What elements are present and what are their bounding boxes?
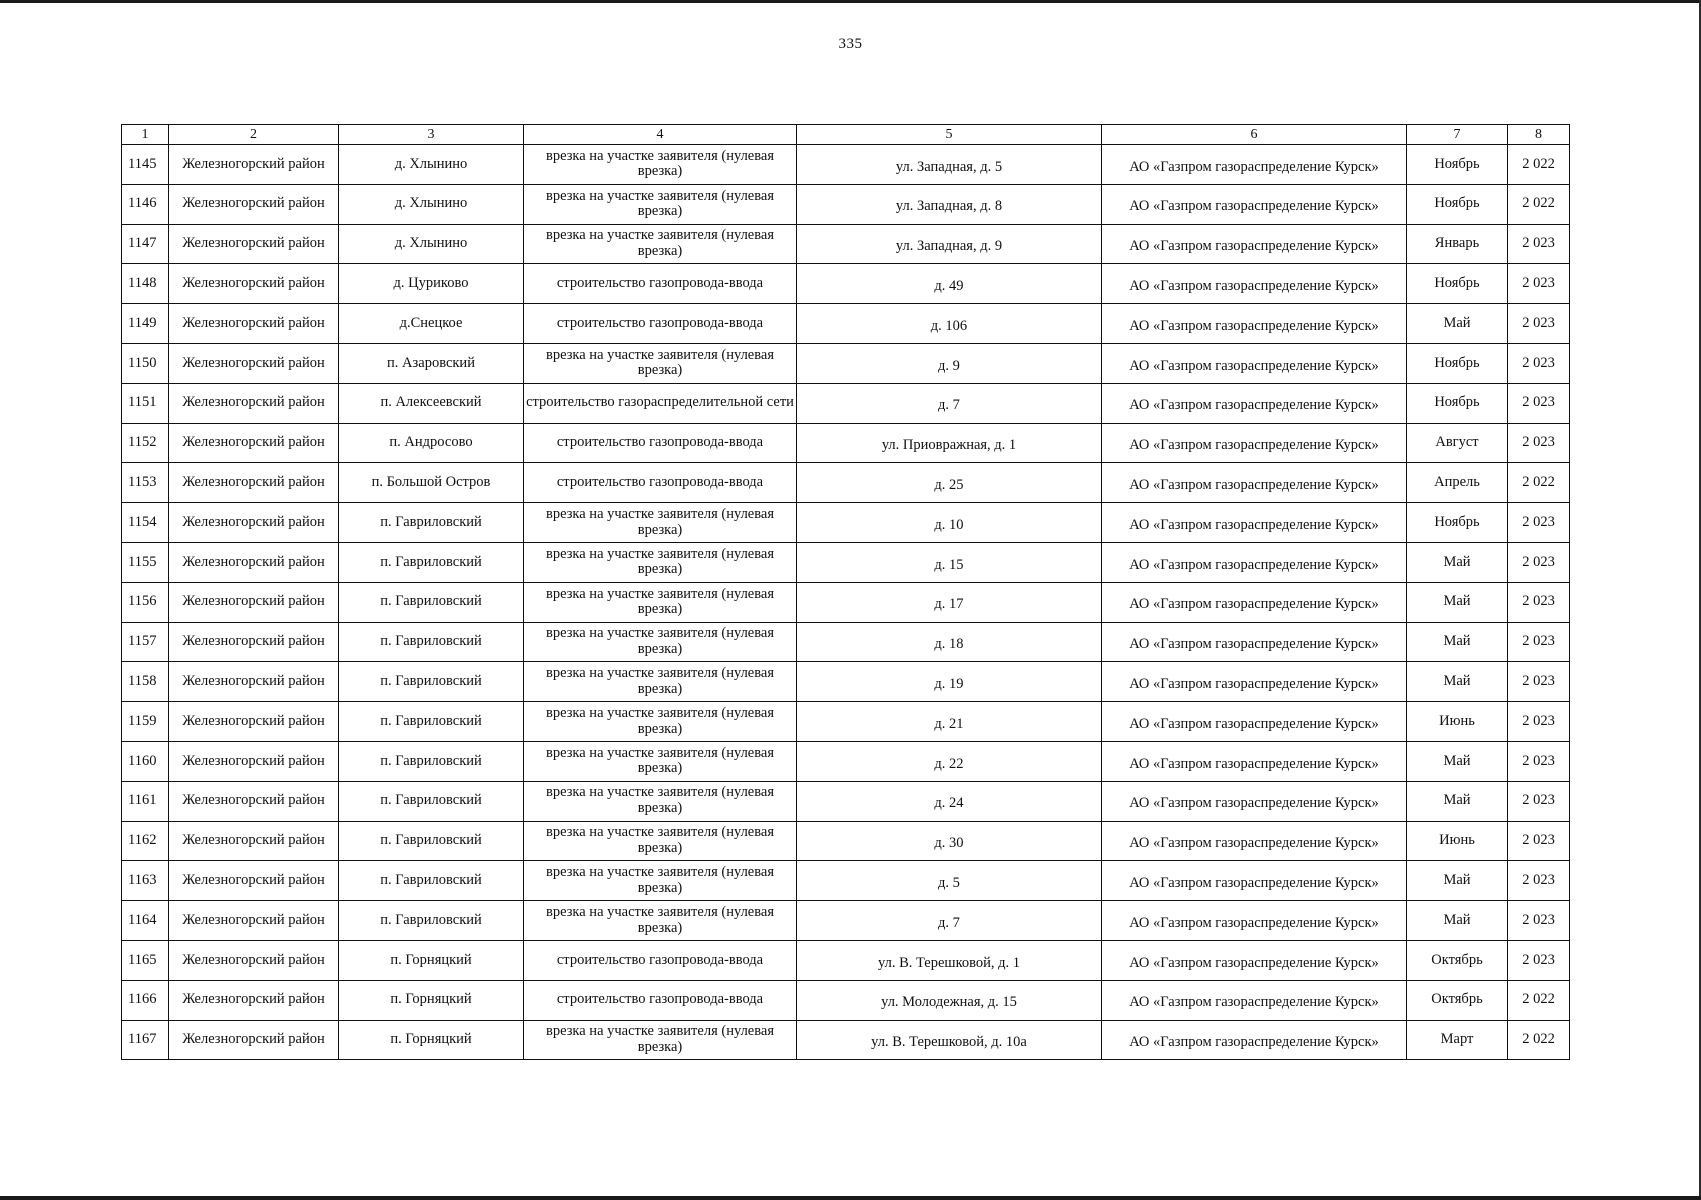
- row-number-cell: 1155: [122, 542, 169, 582]
- month-cell: Май: [1407, 662, 1508, 702]
- row-number-cell: 1167: [122, 1020, 169, 1060]
- organization-cell: АО «Газпром газораспределение Курск»: [1102, 145, 1407, 185]
- address-cell: д. 9: [797, 343, 1102, 383]
- year-cell: 2 023: [1508, 503, 1570, 543]
- settlement-cell: п. Гавриловский: [339, 861, 524, 901]
- table-row: [122, 264, 1570, 304]
- settlement-cell: п. Гавриловский: [339, 821, 524, 861]
- address-cell: ул. Западная, д. 5: [797, 145, 1102, 185]
- district-cell: Железногорский район: [169, 224, 339, 264]
- district-cell: Железногорский район: [169, 622, 339, 662]
- column-header: 1: [122, 125, 169, 145]
- year-cell: 2 022: [1508, 463, 1570, 503]
- work-type-cell: врезка на участке заявителя (нулевая врезка): [524, 861, 797, 901]
- settlement-cell: д. Хлынино: [339, 184, 524, 224]
- row-number-cell: 1154: [122, 503, 169, 543]
- address-cell: ул. Западная, д. 8: [797, 184, 1102, 224]
- month-cell: Ноябрь: [1407, 145, 1508, 185]
- organization-cell: АО «Газпром газораспределение Курск»: [1102, 861, 1407, 901]
- page-number: 335: [838, 36, 863, 52]
- row-number-cell: 1145: [122, 145, 169, 185]
- work-type-cell: врезка на участке заявителя (нулевая врезка): [524, 622, 797, 662]
- table-row: [122, 980, 1570, 1020]
- organization-cell: АО «Газпром газораспределение Курск»: [1102, 264, 1407, 304]
- year-cell: 2 023: [1508, 741, 1570, 781]
- year-cell: 2 023: [1508, 343, 1570, 383]
- organization-cell: АО «Газпром газораспределение Курск»: [1102, 821, 1407, 861]
- scan-border-bottom: [0, 1196, 1701, 1200]
- month-cell: Октябрь: [1407, 940, 1508, 980]
- year-cell: 2 023: [1508, 821, 1570, 861]
- table-row: [122, 702, 1570, 742]
- district-cell: Железногорский район: [169, 423, 339, 463]
- table-row: [122, 304, 1570, 344]
- row-number-cell: 1160: [122, 741, 169, 781]
- settlement-cell: п. Гавриловский: [339, 622, 524, 662]
- row-number-cell: 1163: [122, 861, 169, 901]
- row-number-cell: 1164: [122, 901, 169, 941]
- address-cell: ул. В. Терешковой, д. 1: [797, 940, 1102, 980]
- row-number-cell: 1166: [122, 980, 169, 1020]
- row-number-cell: 1149: [122, 304, 169, 344]
- organization-cell: АО «Газпром газораспределение Курск»: [1102, 741, 1407, 781]
- work-type-cell: врезка на участке заявителя (нулевая врезка): [524, 542, 797, 582]
- settlement-cell: п. Гавриловский: [339, 503, 524, 543]
- address-cell: д. 22: [797, 741, 1102, 781]
- table-row: [122, 781, 1570, 821]
- column-header: 7: [1407, 125, 1508, 145]
- row-number-cell: 1146: [122, 184, 169, 224]
- organization-cell: АО «Газпром газораспределение Курск»: [1102, 662, 1407, 702]
- year-cell: 2 023: [1508, 781, 1570, 821]
- year-cell: 2 023: [1508, 304, 1570, 344]
- year-cell: 2 022: [1508, 184, 1570, 224]
- organization-cell: АО «Газпром газораспределение Курск»: [1102, 224, 1407, 264]
- organization-cell: АО «Газпром газораспределение Курск»: [1102, 622, 1407, 662]
- table-row: [122, 741, 1570, 781]
- year-cell: 2 023: [1508, 861, 1570, 901]
- settlement-cell: д.Снецкое: [339, 304, 524, 344]
- month-cell: Июнь: [1407, 821, 1508, 861]
- year-cell: 2 023: [1508, 423, 1570, 463]
- settlement-cell: п. Горняцкий: [339, 980, 524, 1020]
- table-row: [122, 423, 1570, 463]
- table-row: [122, 662, 1570, 702]
- table-row: [122, 343, 1570, 383]
- work-type-cell: строительство газопровода-ввода: [524, 980, 797, 1020]
- organization-cell: АО «Газпром газораспределение Курск»: [1102, 383, 1407, 423]
- organization-cell: АО «Газпром газораспределение Курск»: [1102, 582, 1407, 622]
- organization-cell: АО «Газпром газораспределение Курск»: [1102, 304, 1407, 344]
- work-type-cell: врезка на участке заявителя (нулевая врезка): [524, 781, 797, 821]
- settlement-cell: п. Гавриловский: [339, 702, 524, 742]
- work-type-cell: врезка на участке заявителя (нулевая врезка): [524, 901, 797, 941]
- table-row: [122, 503, 1570, 543]
- district-cell: Железногорский район: [169, 861, 339, 901]
- address-cell: д. 18: [797, 622, 1102, 662]
- year-cell: 2 023: [1508, 622, 1570, 662]
- table-row: [122, 463, 1570, 503]
- year-cell: 2 023: [1508, 224, 1570, 264]
- work-type-cell: врезка на участке заявителя (нулевая врезка): [524, 582, 797, 622]
- settlement-cell: д. Хлынино: [339, 145, 524, 185]
- district-cell: Железногорский район: [169, 463, 339, 503]
- year-cell: 2 022: [1508, 1020, 1570, 1060]
- work-type-cell: врезка на участке заявителя (нулевая врезка): [524, 224, 797, 264]
- table-row: [122, 940, 1570, 980]
- month-cell: Ноябрь: [1407, 264, 1508, 304]
- settlement-cell: п. Гавриловский: [339, 741, 524, 781]
- month-cell: Январь: [1407, 224, 1508, 264]
- address-cell: д. 106: [797, 304, 1102, 344]
- organization-cell: АО «Газпром газораспределение Курск»: [1102, 423, 1407, 463]
- address-cell: д. 10: [797, 503, 1102, 543]
- district-cell: Железногорский район: [169, 940, 339, 980]
- table-row: [122, 821, 1570, 861]
- work-type-cell: врезка на участке заявителя (нулевая врезка): [524, 741, 797, 781]
- district-cell: Железногорский район: [169, 702, 339, 742]
- settlement-cell: п. Горняцкий: [339, 940, 524, 980]
- district-cell: Железногорский район: [169, 582, 339, 622]
- work-type-cell: строительство газопровода-ввода: [524, 423, 797, 463]
- year-cell: 2 022: [1508, 145, 1570, 185]
- settlement-cell: п. Большой Остров: [339, 463, 524, 503]
- district-cell: Железногорский район: [169, 503, 339, 543]
- settlement-cell: п. Горняцкий: [339, 1020, 524, 1060]
- year-cell: 2 023: [1508, 582, 1570, 622]
- settlement-cell: п. Гавриловский: [339, 582, 524, 622]
- address-cell: ул. Молодежная, д. 15: [797, 980, 1102, 1020]
- year-cell: 2 023: [1508, 264, 1570, 304]
- table-row: [122, 622, 1570, 662]
- year-cell: 2 023: [1508, 940, 1570, 980]
- address-cell: д. 7: [797, 383, 1102, 423]
- year-cell: 2 023: [1508, 662, 1570, 702]
- month-cell: Май: [1407, 542, 1508, 582]
- month-cell: Май: [1407, 861, 1508, 901]
- month-cell: Май: [1407, 582, 1508, 622]
- district-cell: Железногорский район: [169, 304, 339, 344]
- month-cell: Май: [1407, 781, 1508, 821]
- organization-cell: АО «Газпром газораспределение Курск»: [1102, 542, 1407, 582]
- district-cell: Железногорский район: [169, 662, 339, 702]
- row-number-cell: 1153: [122, 463, 169, 503]
- district-cell: Железногорский район: [169, 1020, 339, 1060]
- address-cell: д. 30: [797, 821, 1102, 861]
- month-cell: Июнь: [1407, 702, 1508, 742]
- work-type-cell: строительство газопровода-ввода: [524, 940, 797, 980]
- district-cell: Железногорский район: [169, 821, 339, 861]
- month-cell: Май: [1407, 622, 1508, 662]
- organization-cell: АО «Газпром газораспределение Курск»: [1102, 901, 1407, 941]
- work-type-cell: врезка на участке заявителя (нулевая врезка): [524, 821, 797, 861]
- table-row: [122, 383, 1570, 423]
- organization-cell: АО «Газпром газораспределение Курск»: [1102, 980, 1407, 1020]
- district-cell: Железногорский район: [169, 980, 339, 1020]
- work-type-cell: врезка на участке заявителя (нулевая врезка): [524, 662, 797, 702]
- year-cell: 2 023: [1508, 901, 1570, 941]
- district-cell: Железногорский район: [169, 542, 339, 582]
- organization-cell: АО «Газпром газораспределение Курск»: [1102, 702, 1407, 742]
- work-type-cell: врезка на участке заявителя (нулевая врезка): [524, 1020, 797, 1060]
- organization-cell: АО «Газпром газораспределение Курск»: [1102, 184, 1407, 224]
- row-number-cell: 1152: [122, 423, 169, 463]
- work-type-cell: врезка на участке заявителя (нулевая врезка): [524, 503, 797, 543]
- row-number-cell: 1157: [122, 622, 169, 662]
- table-row: [122, 582, 1570, 622]
- work-type-cell: строительство газопровода-ввода: [524, 264, 797, 304]
- year-cell: 2 023: [1508, 542, 1570, 582]
- settlement-cell: п. Гавриловский: [339, 781, 524, 821]
- row-number-cell: 1147: [122, 224, 169, 264]
- work-type-cell: строительство газораспределительной сети: [524, 383, 797, 423]
- year-cell: 2 023: [1508, 702, 1570, 742]
- header-row: [122, 125, 1570, 145]
- settlement-cell: п. Гавриловский: [339, 901, 524, 941]
- district-cell: Железногорский район: [169, 383, 339, 423]
- address-cell: ул. В. Терешковой, д. 10а: [797, 1020, 1102, 1060]
- settlement-cell: п. Андросово: [339, 423, 524, 463]
- month-cell: Апрель: [1407, 463, 1508, 503]
- work-type-cell: строительство газопровода-ввода: [524, 304, 797, 344]
- row-number-cell: 1159: [122, 702, 169, 742]
- district-cell: Железногорский район: [169, 343, 339, 383]
- row-number-cell: 1162: [122, 821, 169, 861]
- district-cell: Железногорский район: [169, 184, 339, 224]
- table-row: [122, 224, 1570, 264]
- address-cell: д. 21: [797, 702, 1102, 742]
- district-cell: Железногорский район: [169, 901, 339, 941]
- work-type-cell: врезка на участке заявителя (нулевая врезка): [524, 702, 797, 742]
- district-cell: Железногорский район: [169, 145, 339, 185]
- organization-cell: АО «Газпром газораспределение Курск»: [1102, 940, 1407, 980]
- column-header: 3: [339, 125, 524, 145]
- month-cell: Октябрь: [1407, 980, 1508, 1020]
- table-row: [122, 184, 1570, 224]
- district-cell: Железногорский район: [169, 781, 339, 821]
- column-header: 2: [169, 125, 339, 145]
- work-type-cell: врезка на участке заявителя (нулевая врезка): [524, 145, 797, 185]
- table-row: [122, 145, 1570, 185]
- month-cell: Май: [1407, 901, 1508, 941]
- month-cell: Март: [1407, 1020, 1508, 1060]
- settlement-cell: д. Хлынино: [339, 224, 524, 264]
- district-cell: Железногорский район: [169, 741, 339, 781]
- table-row: [122, 901, 1570, 941]
- address-cell: д. 7: [797, 901, 1102, 941]
- row-number-cell: 1150: [122, 343, 169, 383]
- row-number-cell: 1161: [122, 781, 169, 821]
- month-cell: Август: [1407, 423, 1508, 463]
- organization-cell: АО «Газпром газораспределение Курск»: [1102, 781, 1407, 821]
- table-row: [122, 1020, 1570, 1060]
- settlement-cell: д. Цуриково: [339, 264, 524, 304]
- address-cell: д. 5: [797, 861, 1102, 901]
- month-cell: Ноябрь: [1407, 343, 1508, 383]
- month-cell: Май: [1407, 741, 1508, 781]
- settlement-cell: п. Азаровский: [339, 343, 524, 383]
- address-cell: ул. Приовражная, д. 1: [797, 423, 1102, 463]
- address-cell: д. 24: [797, 781, 1102, 821]
- address-cell: д. 17: [797, 582, 1102, 622]
- work-type-cell: врезка на участке заявителя (нулевая врезка): [524, 343, 797, 383]
- month-cell: Ноябрь: [1407, 383, 1508, 423]
- organization-cell: АО «Газпром газораспределение Курск»: [1102, 503, 1407, 543]
- row-number-cell: 1148: [122, 264, 169, 304]
- gasification-table: [121, 124, 1570, 1060]
- column-header: 8: [1508, 125, 1570, 145]
- column-header: 4: [524, 125, 797, 145]
- address-cell: д. 15: [797, 542, 1102, 582]
- column-header: 6: [1102, 125, 1407, 145]
- address-cell: д. 49: [797, 264, 1102, 304]
- organization-cell: АО «Газпром газораспределение Курск»: [1102, 1020, 1407, 1060]
- settlement-cell: п. Алексеевский: [339, 383, 524, 423]
- table-body: [122, 145, 1570, 1060]
- year-cell: 2 023: [1508, 383, 1570, 423]
- month-cell: Ноябрь: [1407, 503, 1508, 543]
- row-number-cell: 1156: [122, 582, 169, 622]
- month-cell: Ноябрь: [1407, 184, 1508, 224]
- table-row: [122, 542, 1570, 582]
- settlement-cell: п. Гавриловский: [339, 542, 524, 582]
- scan-border-top: [0, 0, 1701, 3]
- month-cell: Май: [1407, 304, 1508, 344]
- address-cell: д. 25: [797, 463, 1102, 503]
- table-row: [122, 861, 1570, 901]
- column-header: 5: [797, 125, 1102, 145]
- row-number-cell: 1151: [122, 383, 169, 423]
- year-cell: 2 022: [1508, 980, 1570, 1020]
- organization-cell: АО «Газпром газораспределение Курск»: [1102, 343, 1407, 383]
- row-number-cell: 1158: [122, 662, 169, 702]
- organization-cell: АО «Газпром газораспределение Курск»: [1102, 463, 1407, 503]
- work-type-cell: строительство газопровода-ввода: [524, 463, 797, 503]
- address-cell: ул. Западная, д. 9: [797, 224, 1102, 264]
- work-type-cell: врезка на участке заявителя (нулевая врезка): [524, 184, 797, 224]
- row-number-cell: 1165: [122, 940, 169, 980]
- settlement-cell: п. Гавриловский: [339, 662, 524, 702]
- district-cell: Железногорский район: [169, 264, 339, 304]
- address-cell: д. 19: [797, 662, 1102, 702]
